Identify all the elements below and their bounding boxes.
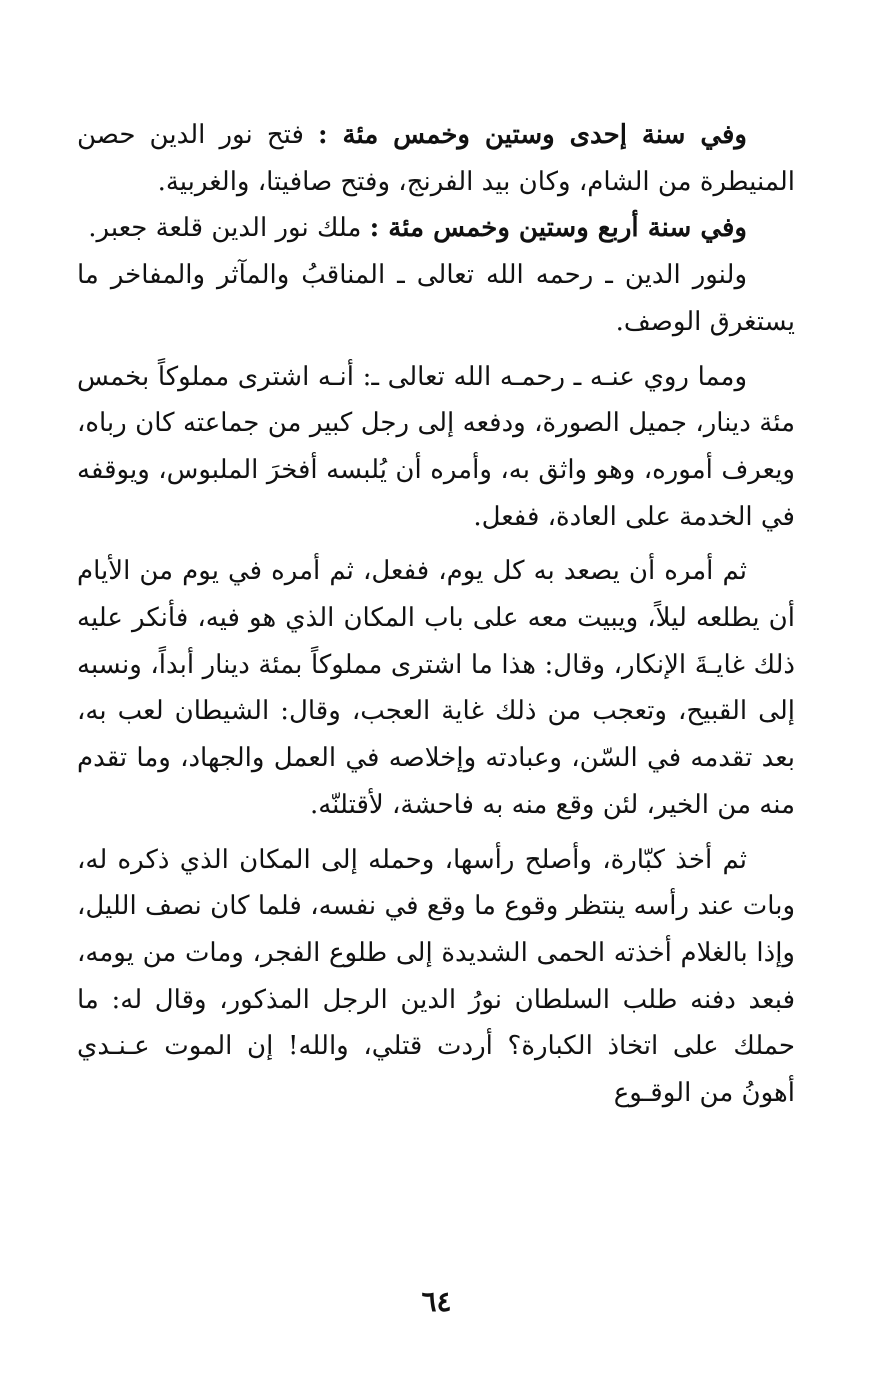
body-text xyxy=(77,112,795,1117)
paragraph-text: ملك نور الدين قلعة جعبر. xyxy=(88,213,370,244)
paragraph-text: ثم أمره أن يصعد به كل يوم، ففعل، ثم أمره في يوم من الأيام أن يطلعه ليلاً، ويبيت معه على باب المكان الذي هو فيه، فأنكر عليه ذلك غايـةَ الإنكار، وقال: هذا ما اشترى مملوكاً بمئة دينار أبداً، ونسبه إلى القبيح، وتعجب من ذلك غاية العجب، وقال: الشيطان لعب به، بعد تقدمه في السّن، وعبادته وإخلاصه في العمل والجهاد، وما تقدم منه من الخير، لئن وقع منه به فاحشة، لأقتلنّه. xyxy=(77,556,795,820)
paragraph xyxy=(77,252,795,345)
paragraph xyxy=(77,837,795,1117)
paragraph-text: فتح نور الدين حصن المنيطرة من الشام، وكان بيد الفرنج، وفتح صافيتا، والغربية. xyxy=(77,120,795,197)
paragraph-text: ومما روي عنـه ـ رحمـه الله تعالى ـ: أنـه اشترى مملوكاً بخمس مئة دينار، جميل الصورة، ودفعه إلى رجل كبير من جماعته كان رباه، ويعرف أموره، وهو واثق به، وأمره أن يُلبسه أفخرَ الملبوس، ويوقفه في الخدمة على العادة، ففعل. xyxy=(77,361,795,532)
paragraph xyxy=(77,354,795,541)
paragraph xyxy=(77,205,795,252)
paragraph xyxy=(77,548,795,828)
paragraph-lead: وفي سنة إحدى وستين وخمس مئة : xyxy=(318,120,747,150)
paragraph-text: ولنور الدين ـ رحمه الله تعالى ـ المناقبُ والمآثر والمفاخر ما يستغرق الوصف. xyxy=(77,260,795,337)
page-number: ٦٤ xyxy=(421,1285,452,1318)
paragraph-lead: وفي سنة أربع وستين وخمس مئة : xyxy=(369,213,747,244)
paragraph xyxy=(77,112,795,205)
paragraph-text: ثم أخذ كبّارة، وأصلح رأسها، وحمله إلى المكان الذي ذكره له، وبات عند رأسه ينتظر وقوع ما وقع في نفسه، فلما كان نصف الليل، وإذا بالغلام أخذته الحمى الشديدة إلى طلوع الفجر، ومات من يومه، فبعد دفنه طلب السلطان نورُ الدين الرجل المذكور، وقال له: ما حملك على اتخاذ الكبارة؟ أردت قتلي، والله! إن الموت عـنـدي أهونُ من الوقـوع xyxy=(77,844,795,1109)
